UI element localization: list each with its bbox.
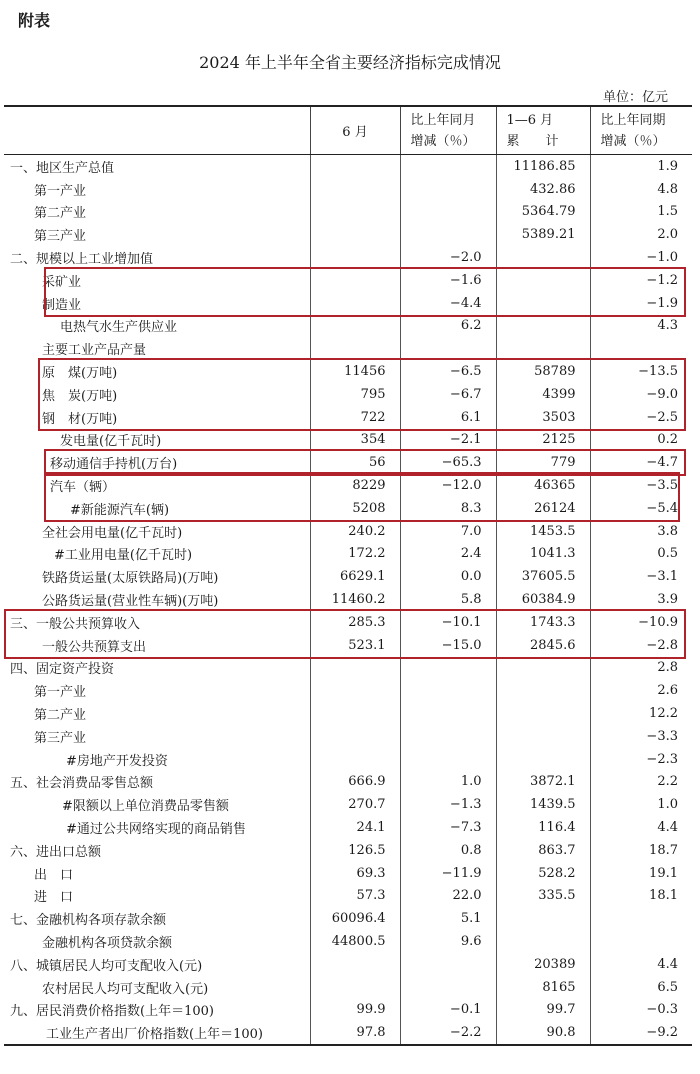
june-yoy-value: 1.0 xyxy=(400,771,496,794)
cumulative-value xyxy=(496,269,590,292)
row-label: 第三产业 xyxy=(34,730,87,746)
table-row xyxy=(4,451,692,474)
june-value: 5208 xyxy=(310,497,400,520)
table-row xyxy=(4,771,692,794)
header-june: 6 月 xyxy=(310,106,400,155)
june-value: 240.2 xyxy=(310,520,400,543)
table-row xyxy=(4,155,692,178)
cumulative-yoy-value: 0.2 xyxy=(590,429,692,452)
june-value: 97.8 xyxy=(310,1021,400,1045)
june-value: 44800.5 xyxy=(310,930,400,953)
table-row xyxy=(4,725,692,748)
row-label: #限额以上单位消费品零售额 xyxy=(62,799,229,815)
cumulative-yoy-value: 18.7 xyxy=(590,839,692,862)
cumulative-yoy-value: 4.4 xyxy=(590,816,692,839)
june-yoy-value xyxy=(400,953,496,976)
cumulative-value: 1453.5 xyxy=(496,520,590,543)
cumulative-yoy-value: 6.5 xyxy=(590,976,692,999)
cumulative-value: 1743.3 xyxy=(496,611,590,634)
row-label: 第一产业 xyxy=(34,183,87,199)
cumulative-yoy-value: 1.0 xyxy=(590,793,692,816)
june-yoy-value xyxy=(400,657,496,680)
cumulative-value: 528.2 xyxy=(496,862,590,885)
table-row xyxy=(4,406,692,429)
row-label: 主要工业产品产量 xyxy=(42,343,147,359)
cumulative-yoy-value: −2.5 xyxy=(590,406,692,429)
row-label: 出 口 xyxy=(34,867,74,883)
june-yoy-value: 5.1 xyxy=(400,907,496,930)
table-row xyxy=(4,543,692,566)
cumulative-value: 432.86 xyxy=(496,178,590,201)
cumulative-yoy-value xyxy=(590,930,692,953)
cumulative-value xyxy=(496,246,590,269)
june-yoy-value xyxy=(400,702,496,725)
june-yoy-value: 0.8 xyxy=(400,839,496,862)
june-yoy-value xyxy=(400,223,496,246)
june-yoy-value: 6.1 xyxy=(400,406,496,429)
row-label: 一、地区生产总值 xyxy=(10,160,115,176)
june-yoy-value: −2.1 xyxy=(400,429,496,452)
row-label: 五、社会消费品零售总额 xyxy=(10,776,154,792)
cumulative-yoy-value: 18.1 xyxy=(590,885,692,908)
row-label: 原 煤(万吨) xyxy=(42,366,118,382)
cumulative-yoy-value: −3.3 xyxy=(590,725,692,748)
table-header-row xyxy=(4,106,692,155)
june-yoy-value: 2.4 xyxy=(400,543,496,566)
cumulative-value xyxy=(496,930,590,953)
cumulative-value xyxy=(496,725,590,748)
june-yoy-value xyxy=(400,155,496,178)
cumulative-yoy-value: −4.7 xyxy=(590,451,692,474)
cumulative-yoy-value: −2.8 xyxy=(590,634,692,657)
june-yoy-value xyxy=(400,976,496,999)
table-row xyxy=(4,953,692,976)
row-label: #房地产开发投资 xyxy=(66,753,168,769)
row-label: 铁路货运量(太原铁路局)(万吨) xyxy=(42,571,219,587)
row-label: 第三产业 xyxy=(34,229,87,245)
row-label: 进 口 xyxy=(34,890,74,906)
table-row xyxy=(4,702,692,725)
june-value xyxy=(310,223,400,246)
row-label: 工业生产者出厂价格指数(上年＝100) xyxy=(4,1021,310,1045)
cumulative-yoy-value: −9.2 xyxy=(590,1021,692,1045)
june-value: 270.7 xyxy=(310,793,400,816)
june-value: 126.5 xyxy=(310,839,400,862)
june-yoy-value: 7.0 xyxy=(400,520,496,543)
cumulative-value xyxy=(496,657,590,680)
june-value xyxy=(310,679,400,702)
row-label: 全社会用电量(亿千瓦时) xyxy=(42,525,183,541)
june-yoy-value: −2.2 xyxy=(400,1021,496,1045)
page-title: 2024 年上半年全省主要经济指标完成情况 xyxy=(199,53,501,72)
header-indicator xyxy=(4,106,310,155)
june-value xyxy=(310,201,400,224)
june-value: 795 xyxy=(310,383,400,406)
cumulative-value: 116.4 xyxy=(496,816,590,839)
table-row xyxy=(4,1021,692,1045)
june-yoy-value: −4.4 xyxy=(400,292,496,315)
june-value: 69.3 xyxy=(310,862,400,885)
cumulative-value: 3503 xyxy=(496,406,590,429)
june-value xyxy=(310,315,400,338)
june-yoy-value: −2.0 xyxy=(400,246,496,269)
table-row xyxy=(4,839,692,862)
cumulative-yoy-value: 4.8 xyxy=(590,178,692,201)
table-row xyxy=(4,748,692,771)
row-label: 二、规模以上工业增加值 xyxy=(10,252,154,268)
cumulative-value: 26124 xyxy=(496,497,590,520)
cumulative-value xyxy=(496,907,590,930)
table-row xyxy=(4,337,692,360)
june-yoy-value: 9.6 xyxy=(400,930,496,953)
june-value xyxy=(310,246,400,269)
cumulative-value xyxy=(496,748,590,771)
row-label: 八、城镇居民人均可支配收入(元) xyxy=(10,958,203,974)
june-value xyxy=(310,269,400,292)
june-yoy-value: −7.3 xyxy=(400,816,496,839)
cumulative-yoy-value: −3.1 xyxy=(590,565,692,588)
cumulative-yoy-value: −10.9 xyxy=(590,611,692,634)
cumulative-value: 779 xyxy=(496,451,590,474)
cumulative-yoy-value: −2.3 xyxy=(590,748,692,771)
row-label: 发电量(亿千瓦时) xyxy=(60,434,162,450)
table-row xyxy=(4,816,692,839)
june-value: 24.1 xyxy=(310,816,400,839)
table-row xyxy=(4,246,692,269)
cumulative-yoy-value: 4.3 xyxy=(590,315,692,338)
cumulative-yoy-value: 4.4 xyxy=(590,953,692,976)
cumulative-yoy-value xyxy=(590,907,692,930)
june-value: 6629.1 xyxy=(310,565,400,588)
indicator-table xyxy=(4,105,692,1046)
june-yoy-value: −15.0 xyxy=(400,634,496,657)
row-label: 制造业 xyxy=(42,297,82,313)
june-value xyxy=(310,292,400,315)
june-value: 285.3 xyxy=(310,611,400,634)
cumulative-yoy-value: −0.3 xyxy=(590,998,692,1021)
june-value xyxy=(310,155,400,178)
june-yoy-value: −11.9 xyxy=(400,862,496,885)
row-label: 电热气水生产供应业 xyxy=(60,320,178,336)
june-value: 354 xyxy=(310,429,400,452)
cumulative-value xyxy=(496,679,590,702)
cumulative-value: 8165 xyxy=(496,976,590,999)
cumulative-value: 58789 xyxy=(496,360,590,383)
cumulative-value: 20389 xyxy=(496,953,590,976)
cumulative-value: 5364.79 xyxy=(496,201,590,224)
cumulative-value: 1041.3 xyxy=(496,543,590,566)
cumulative-yoy-value: 1.9 xyxy=(590,155,692,178)
table-row xyxy=(4,907,692,930)
table-row xyxy=(4,383,692,406)
table-row xyxy=(4,634,692,657)
cumulative-yoy-value: −1.2 xyxy=(590,269,692,292)
table-row xyxy=(4,930,692,953)
row-label: 公路货运量(营业性车辆)(万吨) xyxy=(42,594,219,610)
table-row xyxy=(4,292,692,315)
june-value: 523.1 xyxy=(310,634,400,657)
table-row xyxy=(4,793,692,816)
cumulative-value xyxy=(496,337,590,360)
cumulative-yoy-value: 2.0 xyxy=(590,223,692,246)
june-yoy-value: 22.0 xyxy=(400,885,496,908)
june-yoy-value: −1.3 xyxy=(400,793,496,816)
table-row xyxy=(4,315,692,338)
cumulative-value: 99.7 xyxy=(496,998,590,1021)
row-label: 金融机构各项贷款余额 xyxy=(42,935,173,951)
table-row xyxy=(4,520,692,543)
table-row xyxy=(4,474,692,497)
row-label: 第二产业 xyxy=(34,206,87,222)
cumulative-yoy-value: 2.6 xyxy=(590,679,692,702)
row-label: 移动通信手持机(万台) xyxy=(50,457,178,473)
row-label: 七、金融机构各项存款余额 xyxy=(10,913,167,929)
header-cumulative-yoy: 比上年同期 增减（％） xyxy=(590,106,692,155)
row-label: 采矿业 xyxy=(42,274,82,290)
table-row xyxy=(4,497,692,520)
cumulative-yoy-value: 12.2 xyxy=(590,702,692,725)
row-label: 第一产业 xyxy=(34,685,87,701)
doc-label: 附表 xyxy=(18,11,51,30)
june-yoy-value xyxy=(400,337,496,360)
june-value xyxy=(310,725,400,748)
june-value xyxy=(310,337,400,360)
june-value: 99.9 xyxy=(310,998,400,1021)
june-value: 57.3 xyxy=(310,885,400,908)
cumulative-yoy-value: 19.1 xyxy=(590,862,692,885)
june-yoy-value: −10.1 xyxy=(400,611,496,634)
row-label: 农村居民人均可支配收入(元) xyxy=(42,981,209,997)
row-label: #新能源汽车(辆) xyxy=(70,502,170,518)
row-label: 三、一般公共预算收入 xyxy=(10,616,141,632)
june-value xyxy=(310,748,400,771)
table-row xyxy=(4,178,692,201)
cumulative-value xyxy=(496,702,590,725)
cumulative-yoy-value: −1.9 xyxy=(590,292,692,315)
june-yoy-value: −6.7 xyxy=(400,383,496,406)
june-yoy-value: −12.0 xyxy=(400,474,496,497)
june-yoy-value: −0.1 xyxy=(400,998,496,1021)
cumulative-value: 11186.85 xyxy=(496,155,590,178)
june-value: 8229 xyxy=(310,474,400,497)
row-label: 九、居民消费价格指数(上年＝100) xyxy=(10,1004,214,1020)
june-yoy-value xyxy=(400,679,496,702)
cumulative-value: 863.7 xyxy=(496,839,590,862)
cumulative-value: 1439.5 xyxy=(496,793,590,816)
cumulative-value: 37605.5 xyxy=(496,565,590,588)
june-yoy-value: −1.6 xyxy=(400,269,496,292)
cumulative-value xyxy=(496,315,590,338)
cumulative-value: 60384.9 xyxy=(496,588,590,611)
table-row xyxy=(4,976,692,999)
june-yoy-value: −65.3 xyxy=(400,451,496,474)
cumulative-value: 2125 xyxy=(496,429,590,452)
row-label: 四、固定资产投资 xyxy=(10,662,115,678)
cumulative-value xyxy=(496,292,590,315)
june-value: 11460.2 xyxy=(310,588,400,611)
june-yoy-value xyxy=(400,178,496,201)
june-yoy-value: 0.0 xyxy=(400,565,496,588)
row-label: #工业用电量(亿千瓦时) xyxy=(54,548,193,564)
cumulative-yoy-value: −9.0 xyxy=(590,383,692,406)
row-label: 汽车（辆） xyxy=(50,480,116,496)
cumulative-yoy-value: 0.5 xyxy=(590,543,692,566)
june-yoy-value xyxy=(400,725,496,748)
table-row xyxy=(4,588,692,611)
header-cumulative: 1—6 月 累 计 xyxy=(496,106,590,155)
cumulative-yoy-value: 2.8 xyxy=(590,657,692,680)
row-label: #通过公共网络实现的商品销售 xyxy=(66,822,246,837)
row-label: 焦 炭(万吨) xyxy=(42,388,118,404)
cumulative-yoy-value xyxy=(590,337,692,360)
june-value: 56 xyxy=(310,451,400,474)
table-row xyxy=(4,223,692,246)
cumulative-value: 5389.21 xyxy=(496,223,590,246)
june-value: 722 xyxy=(310,406,400,429)
table-row xyxy=(4,201,692,224)
cumulative-value: 4399 xyxy=(496,383,590,406)
table-row xyxy=(4,611,692,634)
unit-label: 单位：亿元 xyxy=(602,90,668,105)
cumulative-value: 46365 xyxy=(496,474,590,497)
june-value xyxy=(310,976,400,999)
cumulative-yoy-value: 1.5 xyxy=(590,201,692,224)
table-row xyxy=(4,565,692,588)
june-value: 172.2 xyxy=(310,543,400,566)
june-value xyxy=(310,953,400,976)
row-label: 第二产业 xyxy=(34,708,87,724)
row-label: 一般公共预算支出 xyxy=(42,639,147,655)
table-row xyxy=(4,679,692,702)
table-row xyxy=(4,998,692,1021)
june-value: 60096.4 xyxy=(310,907,400,930)
table-row xyxy=(4,269,692,292)
june-yoy-value: 5.8 xyxy=(400,588,496,611)
table-row xyxy=(4,657,692,680)
header-june-yoy: 比上年同月 增减（％） xyxy=(400,106,496,155)
june-value: 666.9 xyxy=(310,771,400,794)
june-yoy-value: −6.5 xyxy=(400,360,496,383)
june-value: 11456 xyxy=(310,360,400,383)
table-row xyxy=(4,360,692,383)
cumulative-yoy-value: 3.8 xyxy=(590,520,692,543)
cumulative-yoy-value: −1.0 xyxy=(590,246,692,269)
cumulative-yoy-value: −5.4 xyxy=(590,497,692,520)
table-row xyxy=(4,885,692,908)
june-yoy-value xyxy=(400,748,496,771)
cumulative-value: 335.5 xyxy=(496,885,590,908)
row-label: 钢 材(万吨) xyxy=(42,411,118,427)
june-value xyxy=(310,702,400,725)
cumulative-value: 90.8 xyxy=(496,1021,590,1045)
june-yoy-value xyxy=(400,201,496,224)
table-row xyxy=(4,862,692,885)
cumulative-yoy-value: 3.9 xyxy=(590,588,692,611)
table-row xyxy=(4,429,692,452)
june-value xyxy=(310,657,400,680)
june-yoy-value: 6.2 xyxy=(400,315,496,338)
cumulative-yoy-value: 2.2 xyxy=(590,771,692,794)
cumulative-value: 2845.6 xyxy=(496,634,590,657)
cumulative-yoy-value: −3.5 xyxy=(590,474,692,497)
june-yoy-value: 8.3 xyxy=(400,497,496,520)
june-value xyxy=(310,178,400,201)
row-label: 六、进出口总额 xyxy=(10,844,102,860)
cumulative-yoy-value: −13.5 xyxy=(590,360,692,383)
cumulative-value: 3872.1 xyxy=(496,771,590,794)
